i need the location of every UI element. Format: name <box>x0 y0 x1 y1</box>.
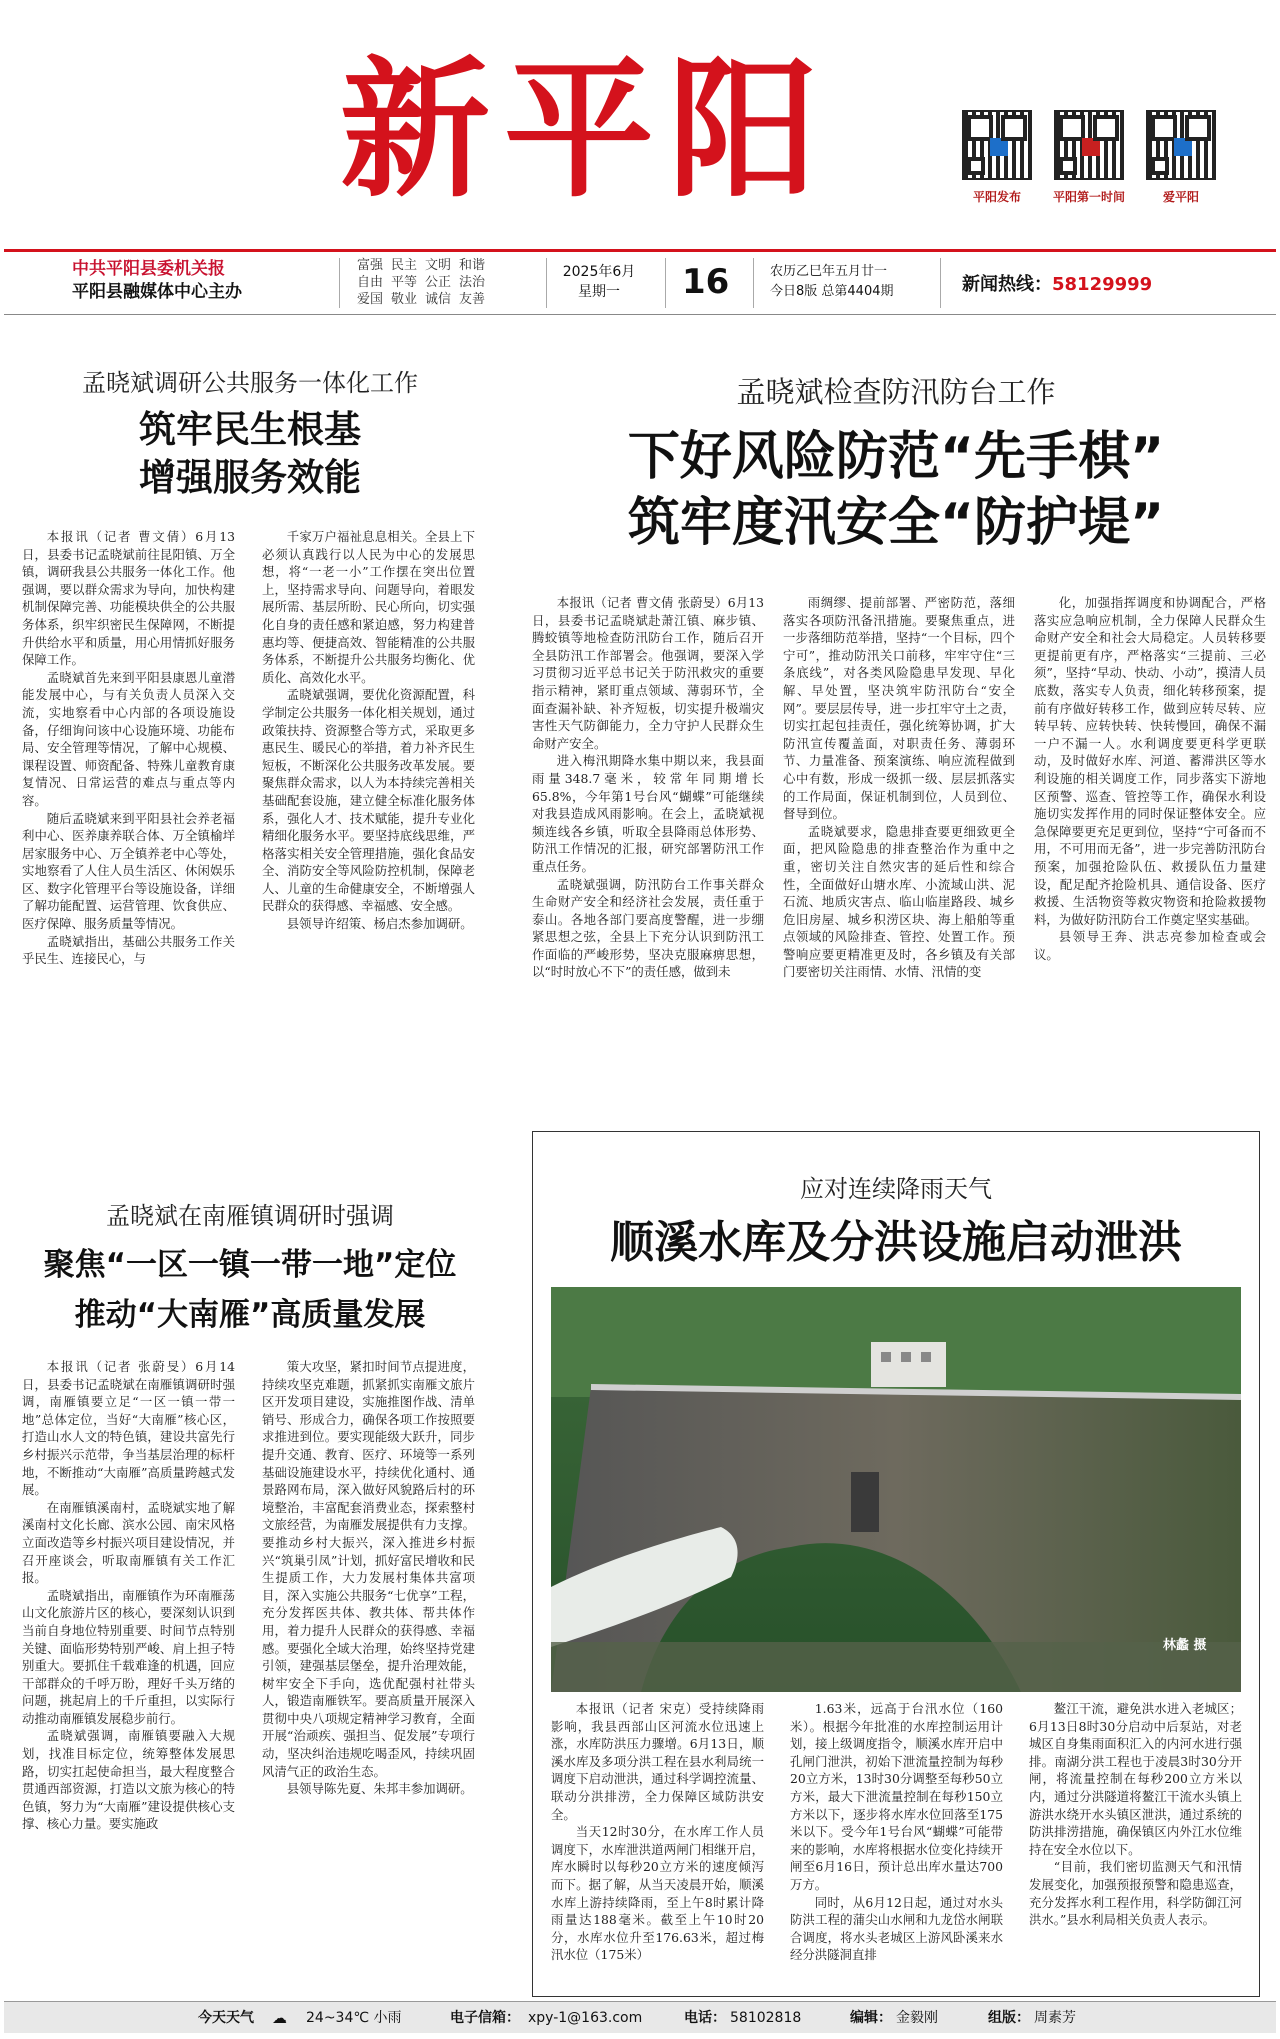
editor: 金毅刚 <box>896 2010 938 2026</box>
layout-editor: 周素芳 <box>1034 2010 1076 2026</box>
article3-col2: 策大攻坚，紧扣时间节点提进度，持续攻坚克难题，抓紧抓实南雁文旅片区开发项目建设，实施推图作战、清单销号、形成合力，确保各项工作按照要求推进到位。要实现能级大跃升，同步提升交通、教育、医疗、环境等一系列基础设施建设水平，持续优化通村、通景路网布局，深入做好风貌路后村的环境整治，丰富配套消费业态，探索整村文旅经营，为南雁发展提供有力支撑。要推动乡村大振兴，深入推进乡村振兴“筑巢引凤”计划，抓好富民增收和民生提质工作，大力发展村集体共富项目，深入实施公共服务“七优享”工程，充分发挥医共体、教共体、帮共体作用，着力提升人民群众的获得感、幸福感。要强化全域大治理，始终坚持党建引领，建强基层堡垒，提升治理效能，树牢安全下手向，选优配强村社带头人，锻造南雁铁军。要高质量开展深入贯彻中央八项规定精神学习教育，全面开展“治顽疾、强担当、促发展”专项行动，坚决纠治违规吃喝歪风，持续巩固风清气正的政治生态。 县领导陈先夏、朱邦丰参加调研。 <box>262 1359 475 1797</box>
article1-col2: 千家万户福祉息息相关。全县上下必须认真践行以人民为中心的发展思想，将“一老一小”工作摆在突出位置上，坚持需求导向、问题导向，着眼发展所需、基层所盼、民心所向，切实强化自身的责任感和紧迫感，努力构建普惠均等、便捷高效、智能精准的公共服务体系，不断提升公共服务均衡化、优质化、高效化水平。 孟晓斌强调，要优化资源配置，科学制定公共服务一体化相关规划，通过政策扶持、资源整合等方式，采取更多惠民生、暖民心的举措，着力补齐民生短板，不断深化公共服务改革发展。要聚焦群众需求，以人为本持续完善相关基础配套设施，建立健全标准化服务体系，强化人才、技术赋能，提升专业化精细化服务水平。要坚持底线思维，严格落实相关安全管理措施，强化食品安全、消防安全等风险防控机制，保障老人、儿童的生命健康安全，不断增强人民群众的获得感、幸福感、安全感。 县领导许绍策、杨启杰参加调研。 <box>262 529 475 932</box>
org-line-2: 平阳县融媒体中心主办 <box>72 282 242 302</box>
email-label: 电子信箱： <box>450 2010 520 2026</box>
issue-date: 2025年6月 星期一 <box>562 264 636 300</box>
article2-col3: 化，加强指挥调度和协调配合，严格落实应急响应机制，全力保障人民群众生命财产安全和社会大局稳定。人员转移要更提前更有序，严格落实“三提前、三必须”，坚持“早动、快动、小动”，摸清人员底数，落实专人负责，细化转移预案，提前有序做好转移工作，做到应转尽转、应转早转、应转快转、快转慢回，确保不漏一户不漏一人。水利调度要更科学更联动，及时做好水库、河道、蓄滞洪区等水利设施的相关调度工作，同步落实下游地区预警、巡查、管控等工作，确保水利设施切实发挥作用的同时保证整体安全。应急保障要更充足更到位，坚持“宁可备而不用，不可用而无备”，进一步完善防汛防台预案，加强抢险队伍、救援队伍力量建设，配足配齐抢险机具、通信设备、医疗救援、生活物资等救灾物资和抢险救援物料，为做好防汛防台工作奠定坚实基础。 县领导王奔、洪志亮参加检查或会议。 <box>1034 595 1266 962</box>
issue-lunar: 农历乙巳年五月廿一 今日8版 总第4404期 <box>770 264 894 299</box>
article1-title: 筑牢民生根基 增强服务效能 <box>139 408 361 499</box>
masthead-title: 新平阳 <box>340 42 833 218</box>
news-hotline: 新闻热线：58129999 <box>962 274 1153 295</box>
qr-label: 爱平阳 <box>1162 190 1199 204</box>
article2-col2: 雨绸缪、提前部署、严密防范，落细落实各项防汛备汛措施。要聚焦重点，进一步落细防范举措，坚持“一个目标，四个宁可”，推动防汛关口前移，牢牢守住“三条底线”，对各类风险隐患早发现、早化解、早处置，坚决筑牢防汛防台“安全网”。要层层传导，进一步扛牢守土之责，切实扛起包挂责任，强化统筹协调，扩大防汛宣传覆盖面，对职责任务、薄弱环节、力量准备、预案演练、响应流程做到心中有数，形成一级抓一级、层层抓落实的工作局面，保证机制到位，人员到位、督导到位。 孟晓斌要求，隐患排查要更细致更全面，把风险隐患的排查整治作为重中之重，密切关注自然灾害的延后性和综合性，全面做好山塘水库、小流域山洪、泥石流、地质灾害点、临山临崖路段、城乡危旧房屋、城乡积涝区块、海上船舶等重点领域的风险排查、管控、处置工作。预警响应要更精准更及时，各乡镇及有关部门要密切关注雨情、水情、汛情的变 <box>783 595 1015 980</box>
weather-value: 24~34℃ 小雨 <box>306 2010 402 2026</box>
phone: 58102818 <box>730 2010 802 2026</box>
article2-kicker: 孟晓斌检查防汛防台工作 <box>736 375 1056 409</box>
article1-col1: 本报讯（记者 曹文倩）6月13日，县委书记孟晓斌前往昆阳镇、万全镇，调研我县公共服务一体化工作。他强调，要以群众需求为导向，加快构建机制保障完善、功能模块供全的公共服务体系，织牢织密民生保障网，不断提升供给水平和质量，用心用情抓好服务保障工作。 孟晓斌首先来到平阳县康恩儿童潜能发展中心，与有关负责人员深入交流，实地察看中心内部的各项设施设备，仔细询问该中心设施环境、功能布局、安全管理等情况，了解中心规模、课程设置、师资配备、特殊儿童教育康复情况、日常运营的难点与重点等内容。 随后孟晓斌来到平阳县社会养老福利中心、医养康养联合体、万全镇榆垟居家服务中心、万全镇养老中心等处，实地察看了人住人员生活区、休闲娱乐区、数字化管理平台等设施设备，详细了解功能配置、运营管理、饮食供应、医疗保障、服务质量等情况。 孟晓斌指出，基础公共服务工作关乎民生、连接民心，与 <box>22 529 235 967</box>
qr-code-icon[interactable] <box>962 110 1032 180</box>
photo-credit: 林蠡 摄 <box>1163 1638 1207 1653</box>
issue-day: 16 <box>682 262 730 302</box>
article4-col2: 1.63米，远高于台汛水位（160米）。根据今年批准的水库控制运用计划，接上级调度指令，顺溪水库开启中孔闸门泄洪，初始下泄流量控制为每秒20立方米，13时30分调整至每秒50立方米，最大下泄流量控制在每秒150立方米以下，逐步将水库水位回落至175米以下。受今年1号台风“蝴蝶”可能带来的影响，水库将根据水位变化持续开闸至6月16日，预计总出库水量达700万方。 同时，从6月12日起，通过对水头防洪工程的蒲尖山水闸和九龙岱水闸联合调度，将水头老城区上游风卧溪来水经分洪隧洞直排 <box>790 1701 1003 1963</box>
dam-photo <box>551 1287 1241 1692</box>
article4-title: 顺溪水库及分洪设施启动泄洪 <box>610 1217 1182 1268</box>
article4-col1: 本报讯（记者 宋克）受持续降雨影响，我县西部山区河流水位迅速上涨，水库防洪压力骤增。6月13日，顺溪水库及多项分洪工程在县水利局统一调度下启动泄洪，通过科学调控流量、联动分洪排涝，全力保障区域防洪安全。 当天12时30分，在水库工作人员调度下，水库泄洪道两闸门相继开启，库水瞬时以每秒20立方米的速度倾泻而下。据了解，从当天凌晨开始，顺溪水库上游持续降雨，至上午8时累计降雨量达188毫米。截至上午10时20分，水库水位升至176.63米，超过梅汛水位（175米） <box>551 1701 764 1963</box>
qr-code-icon[interactable] <box>1146 110 1216 180</box>
qr-label: 平阳发布 <box>972 190 1021 204</box>
article2-col1: 本报讯（记者 曹文倩 张蔚旻）6月13日，县委书记孟晓斌赴萧江镇、麻步镇、腾蛟镇等地检查防汛防台工作，随后召开全县防汛工作部署会。他强调，要深入学习贯彻习近平总书记关于防汛救灾的重要指示精神，紧盯重点领域、薄弱环节，全面查漏补缺、补齐短板，切实提升极端灾害性天气防御能力，全力守护人民群众生命财产安全。 进入梅汛期降水集中期以来，我县面雨量348.7毫米，较常年同期增长65.8%，今年第1号台风“蝴蝶”可能继续对我县造成风雨影响。在会上，孟晓斌视频连线各乡镇，听取全县降雨总体形势、防汛工作情况的汇报，研究部署防汛工作重点任务。 孟晓斌强调，防汛防台工作事关群众生命财产安全和经济社会发展，责任重于泰山。各地各部门要高度警醒，进一步绷紧思想之弦，全县上下充分认识到防汛工作面临的严峻形势，坚决克服麻痹思想，以“时时放心不下”的责任感，做到未 <box>532 595 764 980</box>
article2-title: 下好风险防范“先手棋” 筑牢度汛安全“防护堤” <box>627 427 1165 553</box>
qr-label: 平阳第一时间 <box>1052 190 1125 204</box>
article4-col3: 鳌江干流，避免洪水进入老城区；6月13日8时30分启动中后泵站，对老城区自身集雨面积汇入的内河水进行强排。南湖分洪工程也于凌晨3时30分开闸，将流量控制在每秒200立方米以内，通过分洪隧道将鳌江干流水头镇上游洪水绕开水头镇区泄洪，通过系统的防洪排涝措施，确保镇区内外江水位维持在安全水位以下。 “目前，我们密切监测天气和汛情发展变化，加强预报预警和隐患巡查，充分发挥水利工程作用，科学防御江河洪水。”县水利局相关负责人表示。 <box>1029 1701 1242 1928</box>
email[interactable]: xpy-1@163.com <box>528 2010 643 2026</box>
core-values: 富强 民主 文明 和谐 自由 平等 公正 法治 爱国 敬业 诚信 友善 <box>357 258 486 307</box>
layout-label: 组版： <box>988 2010 1030 2026</box>
weather-icon: ☁ <box>272 2009 287 2027</box>
article3-title: 聚焦“一区一镇一带一地”定位 推动“大南雁”高质量发展 <box>43 1247 457 1333</box>
editor-label: 编辑： <box>850 2010 892 2026</box>
article3-kicker: 孟晓斌在南雁镇调研时强调 <box>106 1202 394 1230</box>
article1-kicker: 孟晓斌调研公共服务一体化工作 <box>82 369 418 397</box>
qr-code-icon[interactable] <box>1054 110 1124 180</box>
header-org <box>72 258 242 304</box>
article4-kicker: 应对连续降雨天气 <box>800 1175 992 1203</box>
article3-col1: 本报讯（记者 张蔚旻）6月14日，县委书记孟晓斌在南雁镇调研时强调，南雁镇要立足“一区一镇一带一地”总体定位，当好“大南雁”核心区，打造山水人文的特色镇，建设共富先行乡村振兴示范带，争当基层治理的标杆地，不断推动“大南雁”高质量跨越式发展。 在南雁镇溪南村，孟晓斌实地了解溪南村文化长廊、滨水公园、南宋风格立面改造等乡村振兴项目建设情况，并召开座谈会，听取南雁镇有关工作汇报。 孟晓斌指出，南雁镇作为环南雁荡山文化旅游片区的核心，要深刻认识到当前自身地位特别重要、时间节点特别关键、面临形势特别严峻、肩上担子特别重大。要抓住千载难逢的机遇，回应干部群众的千呼万盼，理好千头万绪的问题，挑起肩上的千斤重担，以实际行动推动南雁镇发展稳步前行。 孟晓斌强调，南雁镇要融入大规划，找准目标定位，统筹整体发展思路，切实扛起使命担当，最大程度整合贯通西部资源，打造以文旅为核心的特色镇，努力为“大南雁”建设提供核心支撑、核心力量。要实施政 <box>22 1359 235 1832</box>
org-line-1: 中共平阳县委机关报 <box>72 259 225 279</box>
weather-label: 今天天气 <box>198 2010 254 2026</box>
footer-bar <box>4 2001 1276 2033</box>
phone-label: 电话： <box>684 2010 726 2026</box>
